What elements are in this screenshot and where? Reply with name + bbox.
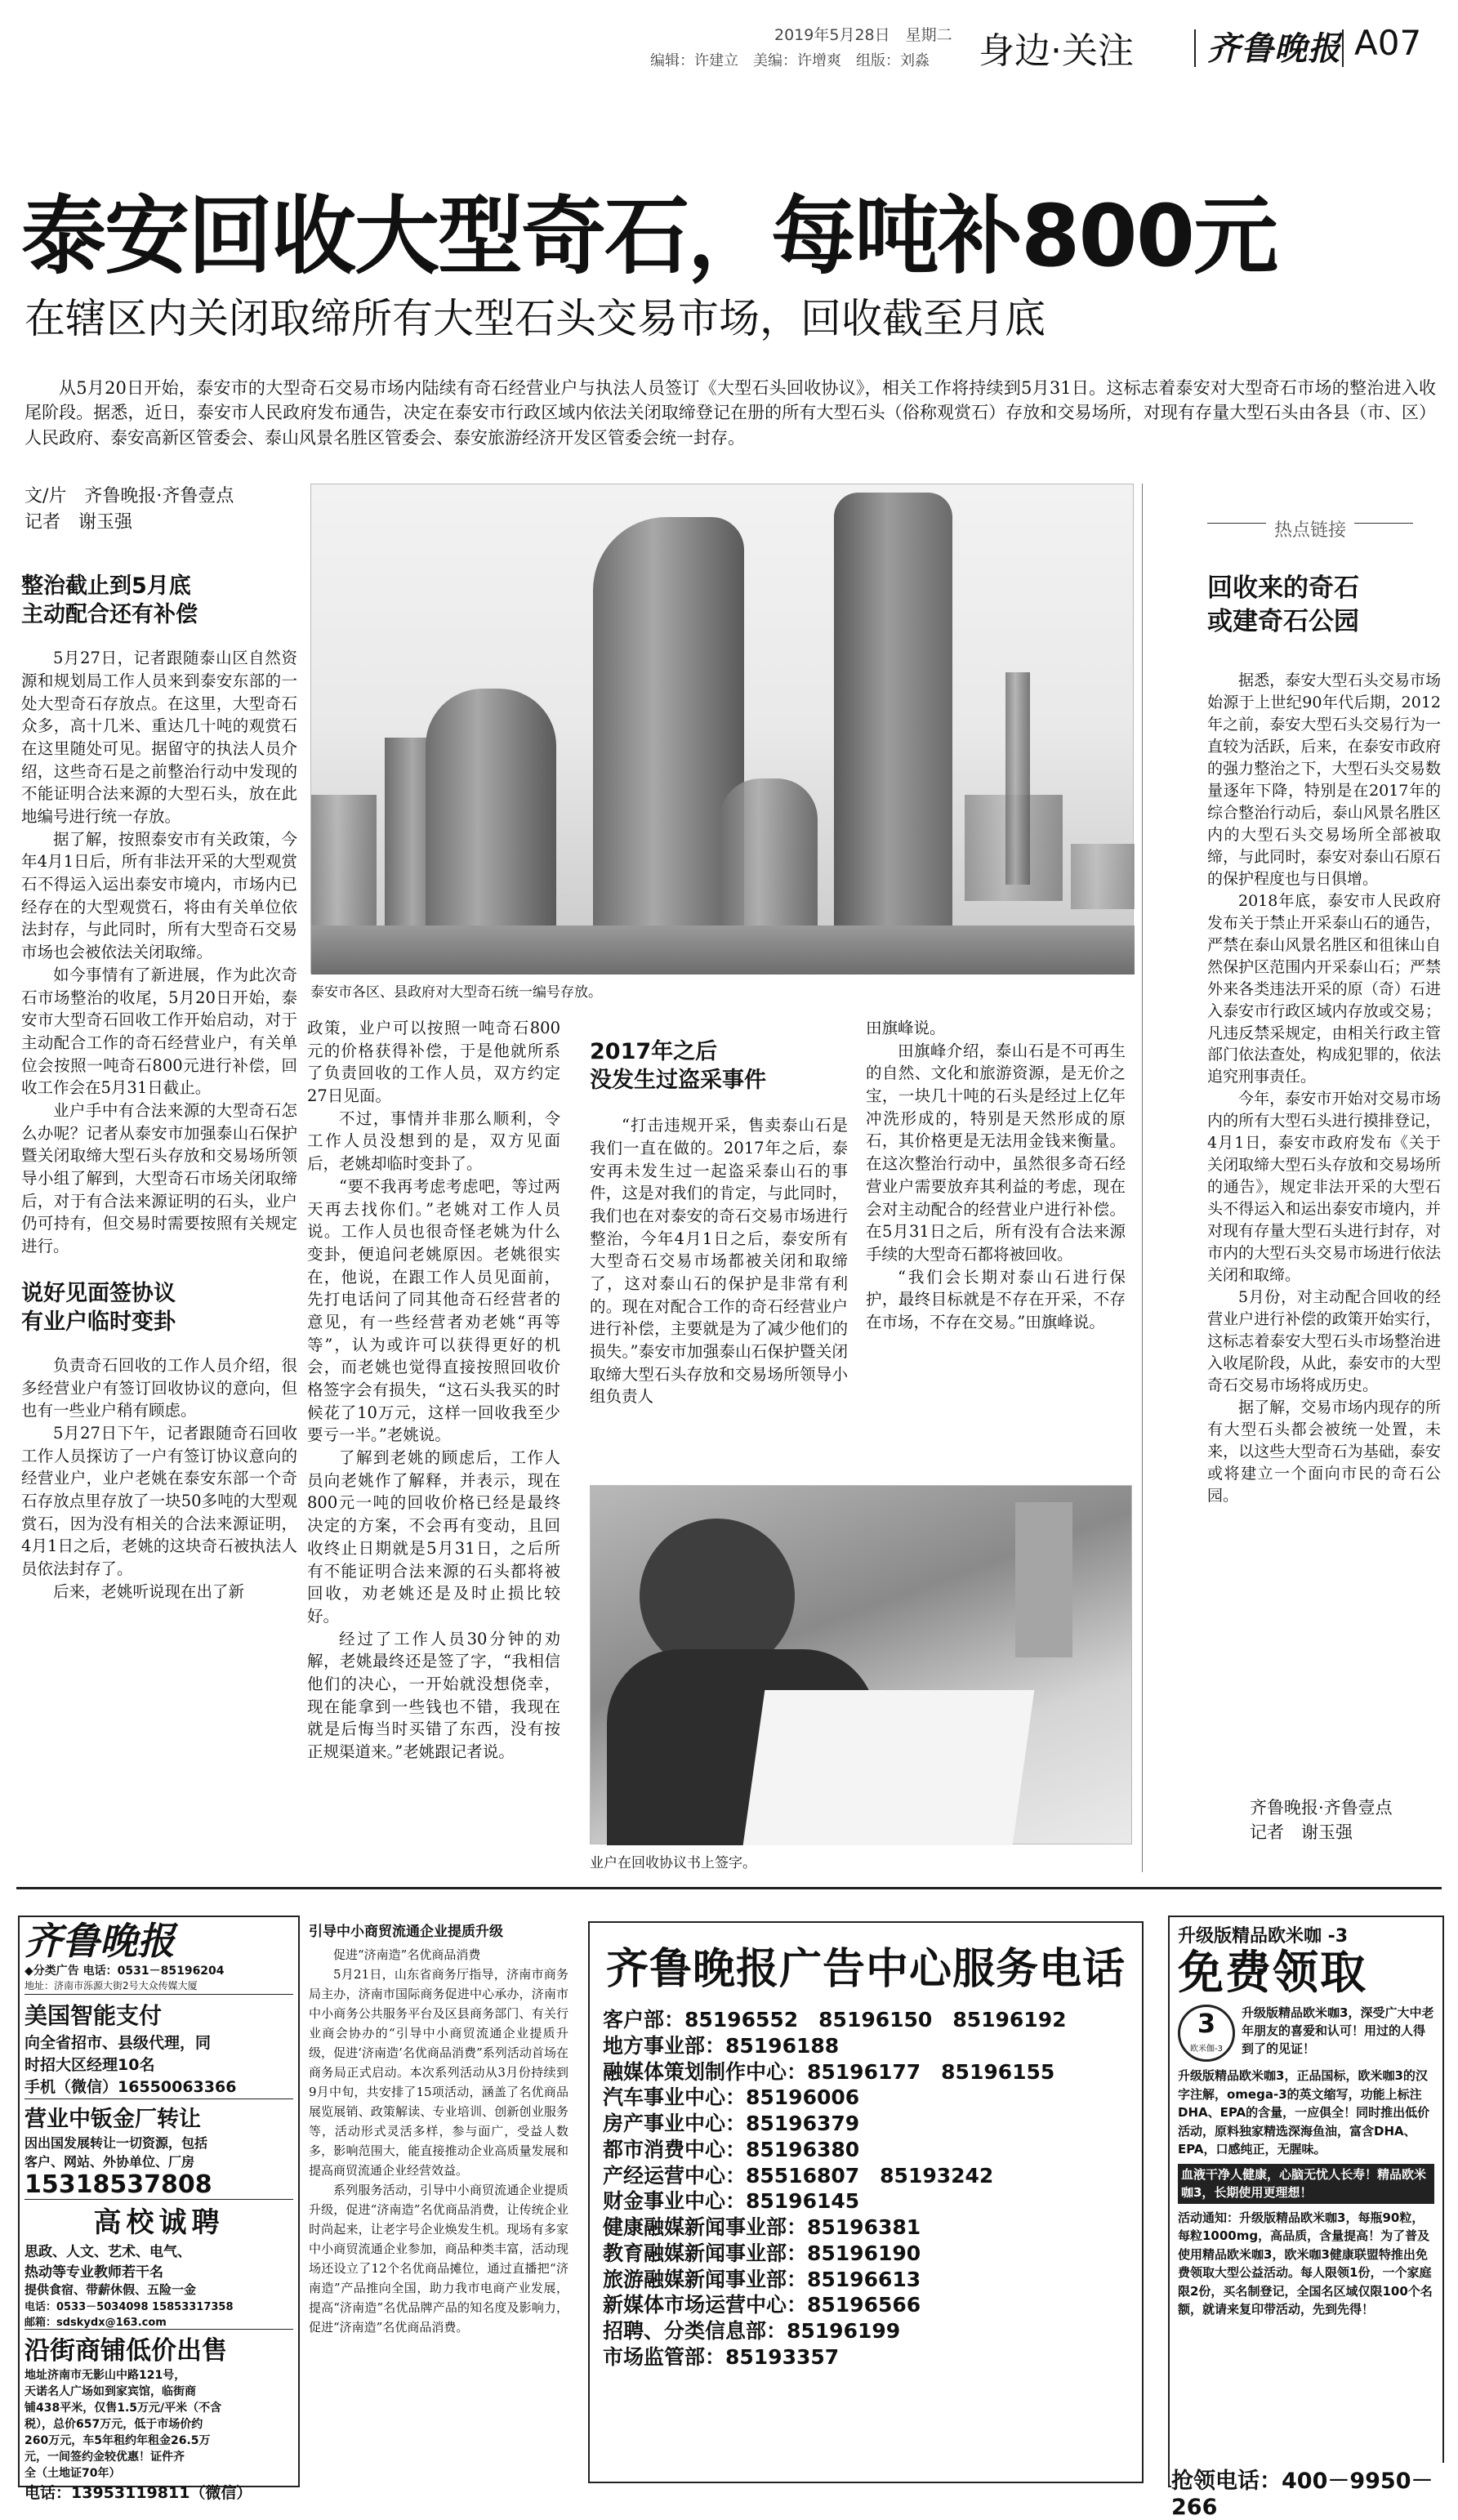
ad-commerce-notice (309, 1920, 568, 2487)
sidebar-credit (1250, 1795, 1393, 1845)
col1-paragraph: 如今事情有了新进展，作为此次奇石市场整治的收尾，5月20日开始，泰安市大型奇石回收工作开始启动，对于主动配合工作的奇石经营业户，有关单位会按照一吨奇石800元进行补偿，回收工作会在5月31日截止。 (21, 965, 297, 1098)
service-phone-row: 财金事业中心：85196145 (603, 2189, 860, 2214)
lead-text: 从5月20日开始，泰安市的大型奇石交易市场内陆续有奇石经营业户与执法人员签订《大型石头回收协议》，相关工作将持续到5月31日。这标志着泰安对大型奇石市场的整治进入收尾阶段。据悉，近日，泰安市人民政府发布通告，决定在泰安市行政区域内依法关闭取缔登记在册的所有大型石头（俗称观赏石）存放和交易场所，对现有存量大型石头由各县（市、区）人民政府、泰安高新区管委会、泰山风景名胜区管委会、泰安旅游经济开发区管委会统一封存。 (25, 378, 1436, 448)
service-phone-row: 汽车事业中心：85196006 (603, 2085, 860, 2110)
service-phone-row: 产经运营中心：85516807 85193242 (603, 2163, 994, 2188)
classifieds-address: 地址：济南市泺源大街2号大众传媒大厦 (25, 1978, 293, 1995)
photo-stone-storage (310, 484, 1134, 974)
section-separator (16, 1887, 1442, 1889)
commerce-body (309, 1945, 568, 2337)
ad-smart-pay-line: 向全省招市、县级代理，同 (25, 2033, 212, 2052)
service-phone-row: 融媒体策划制作中心：85196177 85196155 (603, 2059, 1055, 2084)
service-phone-row: 客户部：85196552 85196150 85196192 (603, 2008, 1067, 2032)
commerce-paragraph: 5月21日，山东省商务厅指导，济南市商务局主办，济南市国际商务促进中心承办，济南市中小商务公共服务平台及区县商务部门、有关行业商会协办的“引导中小商贸流通企业提质升级，促进‘济南造’名优商品消费”系列活动首场在商务局正式启动。本次系列活动从3月份持续到9月中旬，共安排了15项活动，涵盖了名优商品展览展销、政策解读、专业培训、创新创业服务等，活动形式灵活多样，参与面广，受益人数多，影响范围大，能直接推动企业高质量发展和提高商贸流通企业经营效益。 (309, 1967, 568, 2178)
photo1-caption: 泰安市各区、县政府对大型奇石统一编号存放。 (310, 984, 602, 1001)
headline-subtitle: 在辖区内关闭取缔所有大型石头交易市场，回收截至月底 (25, 295, 1046, 342)
col2-paragraph: 经过了工作人员30分钟的劝解，老姚最终还是签了字，“我相信他们的决心，一开始就没想侥幸，现在能拿到一些钱也不错，我现在就是后悔当时买错了东西，没有按正规渠道来。”老姚跟记者说。 (307, 1629, 560, 1761)
ad-omega3 (1168, 1916, 1444, 2487)
ad-university-line: 思政、人文、艺术、电气、 (25, 2243, 191, 2260)
ad-smart-pay-title: 美国智能支付 (25, 2001, 163, 2029)
sidebar-paragraph: 5月份，对主动配合回收的经营业户进行补偿的政策开始实行，这标志着泰安大型石头市场整治进入收尾阶段，从此，泰安市的大型奇石交易市场将成历史。 (1207, 1288, 1441, 1394)
omega-badge-number: 3 (1197, 2008, 1216, 2040)
service-phones-list (603, 2007, 1129, 2371)
omega-phone: 抢领电话：400－9950－266 (1171, 2463, 1458, 2520)
sidebar-kicker-text: 热点链接 (1266, 516, 1354, 542)
col2-paragraph: 不过，事情并非那么顺利，令工作人员没想到的是，双方见面后，老姚却临时变卦了。 (307, 1108, 560, 1174)
header-editors: 编辑：许建立 美编：许增爽 组版：刘淼 (650, 52, 930, 69)
col1-paragraph: 业户手中有合法来源的大型奇石怎么办呢？记者从泰安市加强泰山石保护暨关闭取缔大型石头存放和交易场所领导小组了解到，大型奇石市场关闭取缔后，对于有合法来源证明的石头，业户仍可持有，但交易时需要按照有关规定进行。 (21, 1100, 297, 1256)
omega-badge-sub: 欧米伽-3 (1190, 2044, 1223, 2054)
omega-top: 升级版精品欧米咖 -3 (1178, 1926, 1349, 1947)
ad-shop-line: 天诺名人广场如到家宾馆，临街商 (25, 2384, 196, 2398)
omega-notice: 活动通知：升级版精品欧米咖3，每瓶90粒，每粒1000mg，高品质，含量提高！为了普及使用精品欧米咖3，欧米咖3健康联盟特推出免费领取大型公益活动。每人限领1份，一个家庭限2份，买名制登记，全国名区域仅限100个名额，就请来复印带活动，先到先得！ (1178, 2210, 1433, 2317)
col1-paragraph: 负责奇石回收的工作人员介绍，很多经营业户有签订回收协议的意向，但也有一些业户稍有顾虑。 (21, 1355, 297, 1421)
sidebar-divider (1142, 484, 1143, 1872)
byline (25, 484, 234, 536)
column-4 (866, 1017, 1126, 1474)
header-divider-1 (1194, 29, 1196, 67)
ad-smart-pay-phone: 手机（微信）16550063366 (25, 2075, 293, 2099)
ad-sheet-metal-line: 因出国发展转让一切资源，包括 (25, 2134, 208, 2151)
ad-university-line: 热动等专业教师若干名 (25, 2264, 163, 2281)
service-phone-row: 教育融媒新闻事业部：85196190 (603, 2241, 921, 2265)
ad-service-phones (588, 1921, 1144, 2483)
subheading-1: 整治截止到5月底 主动配合还有补偿 (21, 573, 198, 628)
service-phone-row: 招聘、分类信息部：85196199 (603, 2319, 901, 2343)
service-phone-row: 健康融媒新闻事业部：85196381 (603, 2215, 921, 2239)
ad-university-line: 邮箱：sdskydx@163.com (25, 2313, 293, 2330)
omega-badge (1178, 2005, 1235, 2062)
service-phone-row: 市场监管部：85193357 (603, 2344, 840, 2369)
service-phone-row: 地方事业部：85196188 (603, 2033, 840, 2058)
col4-paragraph: 田旗峰介绍，泰山石是不可再生的自然、文化和旅游资源，是无价之宝，一块几十吨的石头是经过上亿年冲洗形成的，特别是天然形成的原石，其价格更是无法用金钱来衡量。在这次整治行动中，虽然很多奇石经营业户需要放弃其利益的考虑，现在会对主动配合的经营业户进行补偿。在5月31日之后，所有没有合法来源手续的大型奇石都将被回收。 (866, 1041, 1126, 1264)
omega-intro: 升级版精品欧米咖3，深受广大中老年朋友的喜爱和认可！用过的人得到了的见证！ (1242, 2005, 1434, 2056)
sidebar-paragraph: 据悉，泰安大型石头交易市场始源于上世纪90年代后期，2012年之前，泰安大型石头交易行为一直较为活跃，后来，在泰安市政府的强力整治之下，大型石头交易数量逐年下降，特别是在2017年的综合整治行动后，泰山风景名胜区内的大型石头交易场所全部被取缔，与此同时，泰安对泰山石原石的保护程度也与日俱增。 (1207, 671, 1441, 888)
sidebar-credit-2: 记者 谢玉强 (1250, 1822, 1353, 1843)
header-divider-2 (1342, 29, 1344, 67)
omega-big: 免费领取 (1178, 1947, 1367, 2000)
ad-sheet-metal-phone: 15318537808 (25, 2170, 293, 2200)
ad-sheet-metal-line: 客户、网站、外协单位、厂房 (25, 2153, 195, 2170)
sidebar-title: 回收来的奇石 或建奇石公园 (1207, 573, 1359, 636)
section-title: 身边·关注 (979, 30, 1134, 72)
byline-line2: 记者 谢玉强 (25, 511, 133, 533)
col2-paragraph: 了解到老姚的顾虑后，工作人员向老姚作了解释，并表示，现在800元一吨的回收价格已经是最终决定的方案，不会再有变动，且回收终止日期就是5月31日，之后所有不能证明合法来源的石头都将被回收，劝老姚还是及时止损比较好。 (307, 1448, 560, 1626)
classifieds-logo: 齐鲁晚报 (25, 1919, 175, 1963)
ad-shop-phone: 电话：13953119811（微信） (25, 2483, 252, 2502)
commerce-paragraph: 系列服务活动，引导中小商贸流通企业提质升级，促进“济南造”名优商品消费，让传统企业时尚起来，让老字号企业焕发生机。现场有多家中小商贸流通企业参加，商品种类丰富，活动现场还设立了12个名优商品摊位，通过直播把“济南造”产品推向全国，助力我市电商产业发展，提高“济南造”名优品牌产品的知名度及影响力，促进“济南造”名优商品消费。 (309, 2183, 568, 2335)
col2-paragraph: 政策，业户可以按照一吨奇石800元的价格获得补偿，于是他就所系了负责回收的工作人员，双方约定27日见面。 (307, 1019, 560, 1106)
ad-shop-line: 税），总价657万元，低于市场价约 (25, 2417, 203, 2431)
photo2-caption: 业户在回收协议书上签字。 (590, 1855, 756, 1871)
ad-university-line: 提供食宿、带薪休假、五险一金 (25, 2281, 197, 2297)
header-date: 2019年5月28日 星期二 (774, 26, 952, 44)
col3-paragraph: “打击违规开采，售卖泰山石是我们一直在做的。2017年之后，泰安再未发生过一起盗采泰山石的事件，这是对我们的肯定，与此同时，我们也在对泰安的奇石交易市场进行整治，今年4月1日之后，泰安所有大型奇石交易市场都被关闭和取缔了，这对泰山石的保护是非常有利的。现在对配合工作的奇石经营业户进行补偿，主要就是为了减少他们的损失。”泰安市加强泰山石保护暨关闭取缔大型石头存放和交易场所领导小组负责人 (590, 1116, 848, 1407)
service-phone-row: 都市消费中心：85196380 (603, 2137, 860, 2161)
byline-line1: 文/片 齐鲁晚报·齐鲁壹点 (25, 486, 234, 506)
sidebar-body (1207, 670, 1441, 1789)
column-1 (21, 572, 297, 1864)
ad-university-title: 高校诚聘 (93, 2206, 225, 2239)
lead-paragraph (25, 376, 1436, 450)
classifieds-tag: ◆分类广告 电话：0531－85196204 (25, 1964, 225, 1978)
ad-shop-line: 全（土地证70年） (25, 2466, 121, 2480)
headline-title: 泰安回收大型奇石，每吨补800元 (21, 186, 1277, 286)
service-phones-title: 齐鲁晚报广告中心服务电话 (605, 1945, 1126, 1994)
service-phone-row: 房产事业中心：85196379 (603, 2112, 860, 2135)
column-2 (307, 1017, 560, 1864)
ad-shop-title: 沿街商铺低价出售 (25, 2335, 227, 2366)
ad-university-line: 电话：0533－5034098 15853317358 (25, 2300, 234, 2313)
service-phone-row: 新媒体市场运营中心：85196566 (603, 2293, 921, 2317)
sidebar-credit-1: 齐鲁晚报·齐鲁壹点 (1250, 1798, 1393, 1818)
col4-paragraph: “我们会长期对泰山石进行保护，最终目标就是不存在开采，不存在市场，不存在交易。”田旗峰说。 (866, 1267, 1126, 1331)
sidebar-paragraph: 据了解，交易市场内现存的所有大型石头都会被统一处置，未来，以这些大型奇石为基础，泰安或将建立一个面向市民的奇石公园。 (1207, 1398, 1441, 1505)
col4-paragraph: 田旗峰说。 (866, 1019, 946, 1037)
service-phone-row: 旅游融媒新闻事业部：85196613 (603, 2267, 921, 2291)
ad-sheet-metal-title: 营业中钣金厂转让 (25, 2106, 201, 2132)
sidebar-paragraph: 今年，泰安市开始对交易市场内的所有大型石头进行摸排登记，4月1日，泰安市政府发布《关于关闭取缔大型石头存放和交易场所的通告》，规定非法开采的大型石头不得运入和运出泰安市境内，并对现有存量大型石头进行封存，对市内的大型石头交易市场进行依法关闭和取缔。 (1207, 1090, 1441, 1285)
commerce-paragraph: 促进“济南造”名优商品消费 (333, 1947, 481, 1962)
column-3 (590, 1037, 848, 1470)
col1-paragraph: 据了解，按照泰安市有关政策，今年4月1日后，所有非法开采的大型观赏石不得运入运出泰安市境内，市场内已经存在的大型观赏石，将由有关单位依法封存，与此同时，所有大型奇石交易市场也会被依法关闭取缔。 (21, 829, 297, 962)
ad-shop-line: 元，一间签约金较优惠！证件齐 (25, 2450, 185, 2464)
col1-paragraph: 5月27日，记者跟随泰山区自然资源和规划局工作人员来到泰安东部的一处大型奇石存放点。在这里，大型奇石众多，高十几米、重达几十吨的观赏石在这里随处可见。据留守的执法人员介绍，这些奇石是之前整治行动中发现的不能证明合法来源的大型石头，放在此地编号进行统一存放。 (21, 649, 297, 826)
commerce-title: 引导中小商贸流通企业提质升级 (309, 1924, 503, 1940)
page-number: A07 (1354, 23, 1422, 63)
paper-logo: 齐鲁晚报 (1207, 29, 1341, 68)
ad-shop-line: 铺438平米，仅售1.5万元/平米（不含 (25, 2401, 222, 2415)
omega-slogan: 血液干净人健康，心脑无忧人长寿！精品欧米咖3，长期使用更理想！ (1178, 2164, 1434, 2204)
subheading-2: 说好见面签协议 有业户临时变卦 (21, 1280, 176, 1335)
col2-paragraph: “要不我再考虑考虑吧，等过两天再去找你们。”老姚对工作人员说。工作人员也很奇怪老姚为什么变卦，便追问老姚原因。老姚很实在，他说，在跟工作人员见面前，先打电话问了同其他奇石经营者的意见，有一些经营者劝老姚“再等等”，认为或许可以获得更好的机会，而老姚也觉得直接按照回收价格签字会有损失，“这石头我买的时候花了10万元，这样一回收我至少要亏一半。”老姚说。 (307, 1176, 560, 1445)
ad-smart-pay-line: 时招大区经理10名 (25, 2055, 155, 2074)
subheading-3: 2017年之后 没发生过盗采事件 (590, 1039, 766, 1094)
ad-shop-line: 260万元，车5年租约年租金26.5万 (25, 2433, 211, 2447)
col1-paragraph: 后来，老姚听说现在出了新 (53, 1581, 245, 1601)
photo-signing-agreement (590, 1485, 1132, 1844)
omega-desc: 升级版精品欧米咖3，正品国标，欧米咖3的汉字注解，omega-3的英文缩写，功能上标注DHA、EPA的含量，一应俱全！同时推出低价活动，原料独家精选深海鱼油，富含DHA、EPA，口感纯正，无腥味。 (1178, 2068, 1430, 2157)
col1-paragraph: 5月27日下午，记者跟随奇石回收工作人员探访了一户有签订协议意向的经营业户，业户老姚在泰安东部一个奇石存放点里存放了一块50多吨的大型观赏石，因为没有相关的合法来源证明，4月1日之后，老姚的这块奇石被执法人员依法封存了。 (21, 1424, 297, 1579)
sidebar-paragraph: 2018年底，泰安市人民政府发布关于禁止开采泰山石的通告，严禁在泰山风景名胜区和徂徕山自然保护区范围内开采泰山石；严禁外来各类违法开采的原（奇）石进入泰安市行政区域内存放或交易；凡违反禁采规定，由相关行政主管部门依法查处，构成犯罪的，依法追究刑事责任。 (1207, 891, 1441, 1086)
ad-classifieds (18, 1916, 300, 2502)
ad-shop-line: 地址济南市无影山中路121号， (25, 2368, 186, 2382)
sidebar-kicker (1207, 520, 1413, 542)
